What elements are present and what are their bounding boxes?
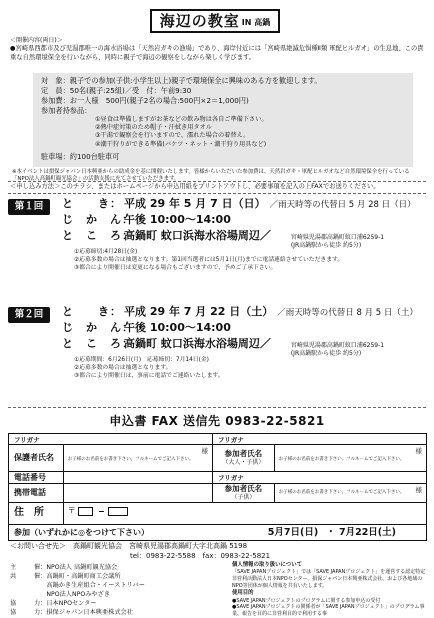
parking-row: 駐車場：約100台駐車可 — [41, 152, 120, 162]
session-2-time — [62, 321, 231, 335]
privacy-policy — [232, 562, 427, 618]
session-2 — [8, 303, 428, 398]
mobile-label: 携帯電話 — [9, 484, 64, 502]
contact-phone-fax: tel：0983-22-5588 fax：0983-22-5821 — [130, 551, 271, 560]
privacy-heading: 個人情報の取り扱いについて — [232, 562, 302, 568]
privacy-body: 「SAVE JAPANプロジェクト」では「SAVE JAPANプロジェクト」を運営する認定特定非営利活動法人日本NPOセンター、損保ジャパン日本興亜株式会社、および各地域のNPO等団体が個人情報を共有いたします。 — [232, 569, 426, 590]
time-value: 午後 10:00～14:00 — [124, 321, 231, 334]
items-label: 参加者持参品： — [41, 105, 92, 115]
postal-dash — [99, 511, 104, 512]
time-key: じ か ん： — [62, 213, 134, 226]
guardian-name-label: 保護者氏名 — [9, 445, 64, 471]
list-item: ③都合により開催日は、事前に電話でご連絡いたします。 — [74, 373, 224, 380]
organizers — [10, 564, 200, 618]
list-item: ④潮干狩りができる準備(バケツ・ネット・潮干狩り用具など) — [95, 140, 267, 148]
items-list — [41, 116, 405, 149]
time-key: じ か ん： — [62, 321, 134, 334]
date-value: 平成 29 年 7 月 22 日（土） — [124, 305, 274, 318]
list-item: NPO法人NPOみやざき — [34, 590, 110, 598]
participation-date-1[interactable]: 5月7日(日) — [267, 526, 319, 538]
flyer-title-location: IN 高鍋 — [241, 17, 271, 27]
date-key: と き： — [62, 305, 122, 318]
field-hint: お子様のお名前をお書き下さい。フルネームでご記入下さい。 — [278, 490, 405, 495]
furigana-label: フリガナ — [14, 436, 40, 444]
application-form — [8, 433, 427, 541]
postal-mark: 〒 — [67, 506, 76, 515]
list-item: ●SAVE JAPANプロジェクトのプログラムに関する参加申込の受付 — [232, 597, 381, 604]
rain-date: ／雨天時等の代替日 8 月 5 日（土） — [277, 308, 418, 318]
mobile-field[interactable] — [64, 484, 213, 502]
list-item: ①応募締切:4月28日(金) — [74, 249, 138, 255]
session-1-badge: 第１回 — [8, 199, 50, 215]
flyer-title-box — [150, 9, 280, 33]
access-line: (JR高鍋駅から徒歩 約5分) — [290, 241, 362, 249]
place-address — [291, 342, 384, 358]
phone-field[interactable] — [64, 472, 213, 483]
time-value: 午後 10:00～14:00 — [124, 213, 231, 226]
participation-label: 参加（いずれかに◎をつけて下さい） — [14, 527, 149, 537]
list-item: ①応募期間：6月26日(月) 応募締切：7月14日(金) — [74, 357, 209, 363]
furigana-label: フリガナ — [218, 436, 244, 444]
list-item: 共 催：高鍋町・高鍋町商工会議所 — [10, 572, 121, 580]
list-item: ①昼食は準備しますがお茶などの飲み物は各自ご準備下さい。 — [95, 115, 268, 123]
participation-date-2[interactable]: ・ 7月22日(土) — [326, 526, 396, 538]
session-2-notes — [74, 356, 224, 380]
event-content-heading: ＜開催内容(両日)＞ — [10, 37, 63, 44]
flyer-title: 海辺の教室 — [159, 11, 240, 30]
phone-label: 電話番号 — [9, 472, 64, 483]
participant-name-label: 参加者氏名 （大人・子供） — [222, 449, 265, 466]
field-hint: お子様のお名前をお書き下さい。フルネームでご記入下さい。 — [278, 457, 405, 462]
session-2-date — [62, 305, 418, 319]
place-value: 高鍋町 蚊口浜海水浴場周辺／ — [124, 229, 271, 242]
address-label: 住 所 — [9, 503, 64, 524]
postal-box[interactable] — [108, 507, 128, 516]
intro-text: ●宮崎県西都市及び児湯郡唯一の海水浴場は「天然岩ガキの漁場」であり、海岸付近には「宮崎県絶滅危惧種Ⅱ類 軍配ヒルガオ」の生息地、この貴重な自然環境保全を行いながら、同時に親子で海辺の観察をしながら楽しく学びます。 — [10, 45, 424, 61]
participant-child-field[interactable] — [275, 484, 426, 502]
postal-box[interactable] — [78, 507, 93, 516]
date-key: と き： — [62, 197, 122, 210]
place-value: 高鍋町 蚊口浜海水浴場周辺／ — [124, 337, 271, 350]
list-item: 高鍋かき生産組合・イーストリバー — [34, 581, 145, 589]
furigana-label: フリガナ — [218, 474, 244, 482]
list-item: 主 催：NPO法人 高鍋町観光協会 — [10, 564, 118, 571]
list-item: ②応募多数の場合は抽選となります。第1回当選者には5月1日(月)までに電話連絡させていただきます。 — [74, 257, 344, 264]
address-line: 宮崎県児湯郡高鍋町蚊口浦6259-1 — [290, 234, 385, 241]
target-row: 対 象：親子での参加(子供:小学生以上)親子で環境保全に興味のある方を歓迎します。 — [41, 76, 322, 85]
honorific: 様 — [415, 447, 423, 455]
rain-date: ／雨天時等の代替日 5 月 28 日（日） — [269, 200, 416, 210]
contact-heading: ＜お問い合せ先＞ 高鍋町観光協会 宮崎県児湯郡高鍋町大字北高鍋 5198 — [10, 542, 248, 550]
list-item: ③干潟で観察会を行いますので、濡れた場合の着替え。 — [95, 132, 250, 140]
session-1-place — [62, 229, 384, 250]
divider — [8, 193, 426, 194]
address-field[interactable] — [64, 503, 426, 524]
capacity-row: 定 員：50名(親子:25組)／受 付：午前9:30 — [41, 85, 192, 95]
access-line: (JR高鍋駅から徒歩 約5分) — [290, 349, 362, 357]
event-summary — [33, 73, 413, 167]
list-item: 協 力：損保ジャパン日本興亜株式会社 — [10, 608, 133, 616]
place-key: と こ ろ： — [62, 337, 134, 350]
honorific: 様 — [415, 486, 423, 494]
list-item: ②応募多数の場合は抽選となります。 — [74, 365, 172, 372]
guardian-name-field[interactable] — [64, 445, 213, 471]
address-line: 宮崎県児湯郡高鍋町蚊口浦6259-1 — [290, 342, 385, 349]
participant-name-field[interactable] — [275, 445, 426, 471]
place-key: と こ ろ： — [62, 229, 134, 242]
session-1 — [8, 195, 428, 290]
session-1-date — [62, 197, 416, 211]
fee-row: 参加費：お一人様 500円(親子2名の場合:500円×2＝1,000円) — [41, 95, 249, 105]
honorific: 様 — [201, 447, 209, 455]
session-1-time — [62, 213, 231, 227]
session-1-notes — [74, 248, 343, 272]
list-item: ②熱中症対策のため帽子・汗拭き用タオル — [95, 124, 212, 132]
usage-heading: 使用目的 — [232, 590, 254, 597]
divider — [8, 407, 426, 408]
session-2-place — [62, 337, 384, 358]
date-value: 平成 29 年 5 月 7 日（日） — [124, 197, 266, 210]
contact-info — [10, 542, 428, 561]
list-item: 協 力：日本NPOセンター — [10, 599, 97, 607]
participation-row[interactable] — [9, 527, 426, 539]
sponsor-note: ※本イベントは損保ジャパン日本興亜からの助成金を基に開催いたします。皆様からいただいた参加費は、天然岩ガキ・軍配ヒルガオなど自然環境保全を行っている「NPO法人高鍋町観光協会」の活動支援に充てさせていただきます。 — [12, 169, 410, 183]
field-hint: お子様のお名前をお書き下さい。フルネームでご記入下さい。 — [67, 457, 194, 462]
divider — [8, 181, 426, 182]
apply-method-text: ＜申し込み方法＞このチラシ、またはホームページから申込用紙をプリントアウトし、必要事項を記入の上FAXでお送りください。 — [10, 183, 380, 190]
list-item: ③都合により開催日は変更になる場合もございますので、予めご了承下さい。 — [74, 265, 277, 272]
form-fax-title: 申込書 FAX 送信先 0983-22-5821 — [109, 414, 325, 428]
session-2-badge: 第２回 — [8, 307, 50, 323]
list-item: ●SAVE JAPANプロジェクトの関係者が「SAVE JAPANプロジェクト」のプログラム事業、報告を目的に非営利目的で利用する事 — [232, 604, 425, 618]
participant-child-label: 参加者氏名 （子供） — [224, 484, 263, 501]
